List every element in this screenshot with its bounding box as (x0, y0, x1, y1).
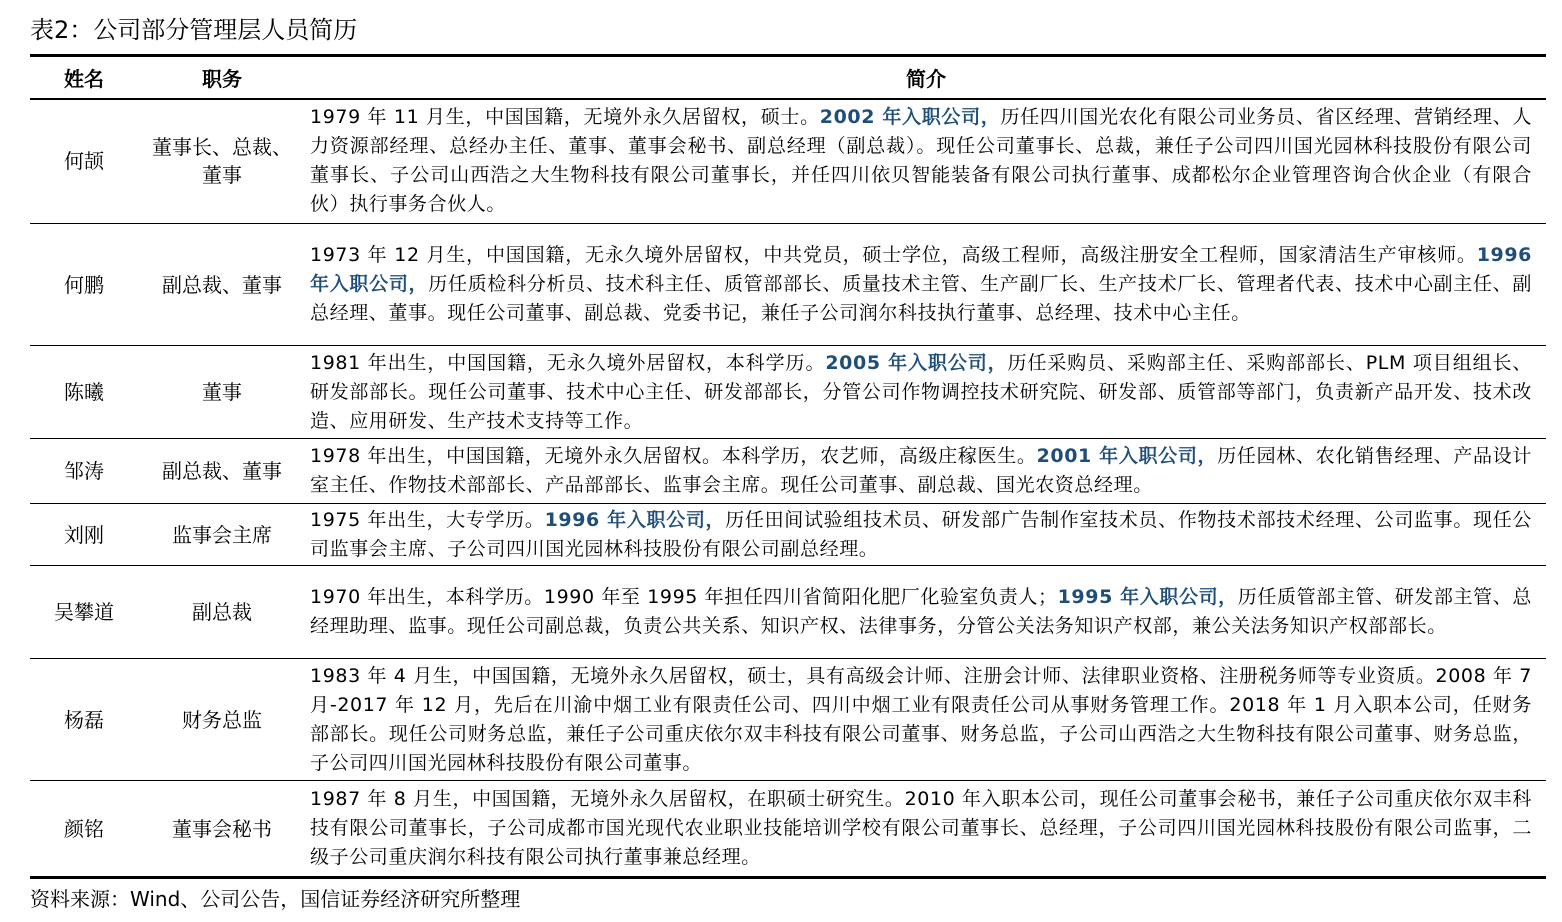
table-row (30, 781, 1546, 878)
table-caption: 表2：公司部分管理层人员简历 (30, 16, 358, 44)
bio-text: 历任四川国光农化有限公司业务员、省区经理、营销经理、人力资源部经理、总经办主任、董事、董事会秘书、副总经理（副总裁）。现任公司董事长、总裁，兼任子公司四川国光园林科技股份有限公司董事长、子公司山西浩之大生物科技有限公司董事长，并任四川依贝智能装备有限公司执行董事、成都松尔企业管理咨询合伙企业（有限合伙）执行事务合伙人。 (310, 106, 1532, 216)
table-row (30, 566, 1546, 659)
person-name: 何鹏 (30, 224, 138, 346)
bio-text: 1983 年 4 月生，中国国籍，无境外永久居留权，硕士，具有高级会计师、注册会计师、法律职业资格、注册税务师等专业资质。2008 年 7 月-2017 年 12 月，先后在川渝中烟工业有限责任公司、四川中烟工业有限责任公司从事财务管理工作。2018 年 1 月入职本公司，任财务部部长。现任公司财务总监，兼任子公司重庆依尔双丰科技有限公司董事、财务总监，子公司山西浩之大生物科技有限公司董事、财务总监，子公司四川国光园林科技股份有限公司董事。 (310, 664, 1532, 774)
bio-text: 历任质管部主管、研发部主管、总经理助理、监事。现任公司副总裁，负责公共关系、知识产权、法律事务，分管公关法务知识产权部，兼公关法务知识产权部部长。 (310, 586, 1532, 637)
person-role: 副总裁、董事 (138, 224, 306, 346)
person-name: 吴攀道 (30, 566, 138, 659)
bio-text: 1970 年出生，本科学历。1990 年至 1995 年担任四川省简阳化肥厂化验室负责人； (310, 586, 1058, 608)
person-role: 副总裁 (138, 566, 306, 659)
bio-text: 历任园林、农化销售经理、产品设计室主任、作物技术部部长、产品部部长、监事会主席。现任公司董事、副总裁、国光农资总经理。 (310, 445, 1533, 496)
person-role: 监事会主席 (138, 504, 306, 566)
management-resume-table (30, 54, 1546, 879)
person-name: 邹涛 (30, 439, 138, 504)
join-year-highlight: 1995 年入职公司， (1057, 586, 1238, 608)
person-name: 何颉 (30, 99, 138, 224)
join-year-highlight: 2005 年入职公司， (825, 351, 1008, 374)
table-row (30, 504, 1546, 566)
join-year-highlight: 1996 年入职公司， (310, 244, 1532, 295)
bio-text: 1973 年 12 月生，中国国籍，无永久境外居留权，中共党员，硕士学位，高级工程师，高级注册安全工程师，国家清洁生产审核师。 (310, 244, 1477, 266)
table-header-row (30, 56, 1546, 99)
person-bio (306, 566, 1546, 659)
source-note: 资料来源：Wind、公司公告，国信证券经济研究所整理 (30, 887, 521, 911)
header-name: 姓名 (30, 56, 138, 99)
bio-text: 1975 年出生，大专学历。 (310, 508, 545, 531)
person-role: 董事会秘书 (138, 781, 306, 878)
bio-text: 历任采购员、采购部主任、采购部部长、PLM 项目组组长、研发部部长。现任公司董事、技术中心主任、研发部部长，分管公司作物调控技术研究院、研发部、质管部等部门，负责新产品开发、技术改造、应用研发、生产技术支持等工作。 (310, 351, 1532, 432)
table-row (30, 224, 1546, 346)
bio-text: 历任质检科分析员、技术科主任、质管部部长、质量技术主管、生产副厂长、生产技术厂长、管理者代表、技术中心副主任、副总经理、董事。现任公司董事、副总裁、党委书记，兼任子公司润尔科技执行董事、总经理、技术中心主任。 (310, 273, 1532, 324)
person-name: 陈曦 (30, 346, 138, 439)
person-role: 财务总监 (138, 659, 306, 781)
bio-text: 1978 年出生，中国国籍，无境外永久居留权。本科学历，农艺师，高级庄稼医生。 (310, 445, 1037, 467)
person-name: 杨磊 (30, 659, 138, 781)
join-year-highlight: 1996 年入职公司， (544, 508, 726, 531)
person-bio (306, 659, 1546, 781)
header-role: 职务 (138, 56, 306, 99)
header-bio: 简介 (306, 56, 1546, 99)
join-year-highlight: 2001 年入职公司， (1036, 445, 1218, 467)
join-year-highlight: 2002 年入职公司， (819, 106, 1001, 129)
person-bio (306, 504, 1546, 566)
person-name: 刘刚 (30, 504, 138, 566)
person-role: 董事 (138, 346, 306, 439)
person-bio (306, 224, 1546, 346)
bio-text: 1981 年出生，中国国籍，无永久境外居留权，本科学历。 (310, 351, 826, 374)
person-role: 董事长、总裁、董事 (138, 99, 306, 224)
bio-text: 历任田间试验组技术员、研发部广告制作室技术员、作物技术部技术经理、公司监事。现任公司监事会主席、子公司四川国光园林科技股份有限公司副总经理。 (310, 508, 1532, 560)
person-bio (306, 439, 1546, 504)
table-row (30, 659, 1546, 781)
person-bio (306, 99, 1546, 224)
person-role: 副总裁、董事 (138, 439, 306, 504)
person-bio (306, 781, 1546, 878)
person-name: 颜铭 (30, 781, 138, 878)
table-row (30, 99, 1546, 224)
table-row (30, 439, 1546, 504)
table-row (30, 346, 1546, 439)
person-bio (306, 346, 1546, 439)
bio-text: 1979 年 11 月生，中国国籍，无境外永久居留权，硕士。 (310, 106, 820, 129)
bio-text: 1987 年 8 月生，中国国籍，无境外永久居留权，在职硕士研究生。2010 年入职本公司，现任公司董事会秘书，兼任子公司重庆依尔双丰科技有限公司董事长，子公司成都市国光现代农业职业技能培训学校有限公司董事长、总经理，子公司四川国光园林科技股份有限公司监事，二级子公司重庆润尔科技有限公司执行董事兼总经理。 (310, 788, 1532, 868)
